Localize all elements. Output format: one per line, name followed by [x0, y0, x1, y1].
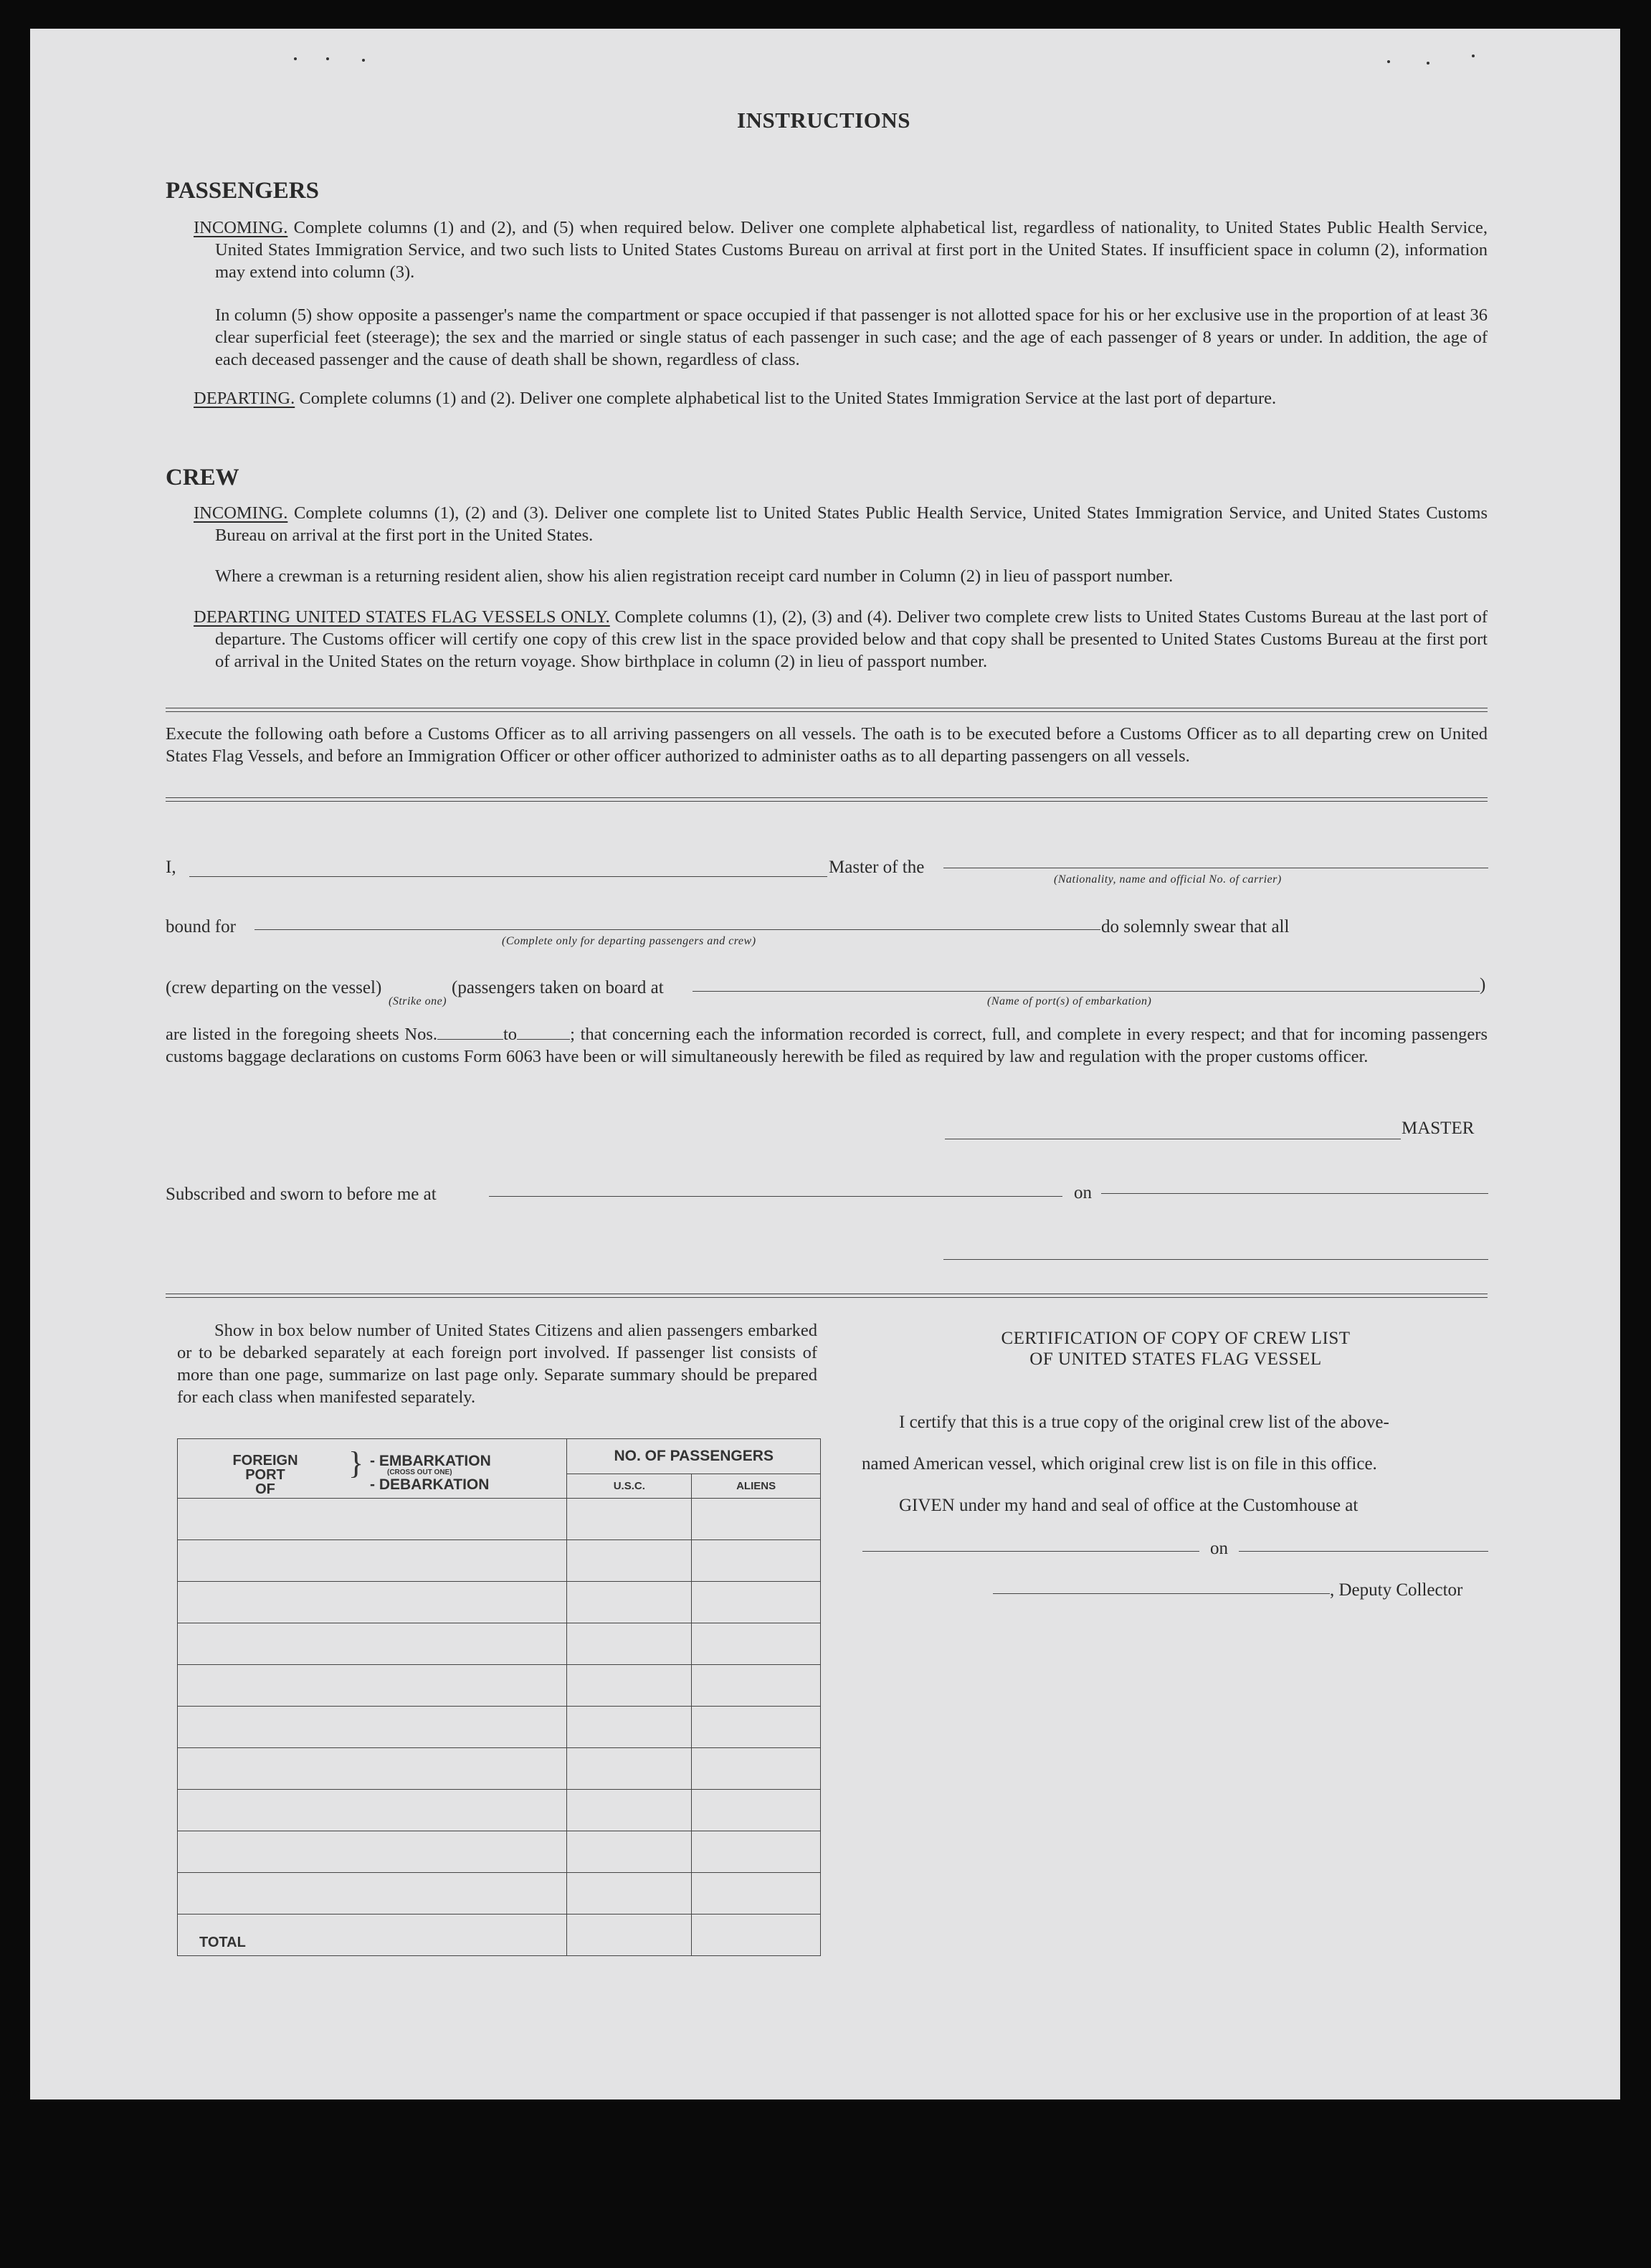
row-usc-cell[interactable] [567, 1499, 692, 1540]
row-usc-cell[interactable] [567, 1623, 692, 1665]
foreign-port-header [178, 1439, 567, 1499]
row-port-cell[interactable] [178, 1623, 567, 1665]
row-port-cell[interactable] [178, 1540, 567, 1582]
row-aliens-cell[interactable] [692, 1707, 821, 1748]
brace-icon: } [348, 1446, 364, 1481]
table-row [178, 1540, 821, 1582]
strike-one-caption: (Strike one) [389, 995, 447, 1007]
usc-header [567, 1474, 692, 1499]
certification-title [889, 1328, 1462, 1370]
crew-resident-alien-block [215, 565, 1488, 587]
row-port-cell[interactable] [178, 1582, 567, 1623]
passengers-heading: PASSENGERS [166, 178, 319, 204]
row-port-cell[interactable] [178, 1873, 567, 1914]
ports-field[interactable] [693, 991, 1480, 992]
summary-instruction-text: Show in box below number of United States Citizens and alien passengers embarked or to be debarked separately at each foreign port involved. If passenger list consists of more than one page, summarize on last page only. Separate summary should be prepared for each class when manifested separately. [177, 1321, 817, 1407]
divider [166, 1297, 1488, 1298]
sworn-date-field[interactable] [1101, 1193, 1488, 1194]
row-port-cell[interactable] [178, 1665, 567, 1707]
table-row [178, 1707, 821, 1748]
close-paren: ) [1480, 975, 1486, 995]
row-aliens-cell[interactable] [692, 1790, 821, 1831]
row-aliens-cell[interactable] [692, 1623, 821, 1665]
row-usc-cell[interactable] [567, 1748, 692, 1790]
customhouse-field[interactable] [862, 1551, 1199, 1552]
aliens-header [692, 1474, 821, 1499]
master-of-the-label: Master of the [829, 858, 925, 877]
crew-departing-option[interactable]: (crew departing on the vessel) [166, 978, 382, 997]
crew-departing-text: Complete columns (1), (2), (3) and (4). Deliver two complete crew lists to United States Customs Bureau at the last port of departure. The Customs officer will certify one copy of this crew list in the space provided below and that copy shall be presented to United States Customs Bureau at the first port of arrival in the United States on the return voyage. Show birthplace in column (2) in lieu of passport number. [215, 607, 1488, 671]
officer-signature-field[interactable] [943, 1259, 1488, 1260]
passenger-summary-table [177, 1438, 821, 1956]
instructions-title: INSTRUCTIONS [737, 108, 911, 133]
scan-speck [294, 57, 297, 60]
row-port-cell[interactable] [178, 1831, 567, 1873]
divider [166, 797, 1488, 798]
row-aliens-cell[interactable] [692, 1540, 821, 1582]
passengers-taken-option[interactable]: (passengers taken on board at [452, 978, 664, 997]
debarkation-label[interactable]: - DEBARKATION [370, 1476, 490, 1493]
cross-out-label: (CROSS OUT ONE) [387, 1468, 452, 1476]
row-aliens-cell[interactable] [692, 1831, 821, 1873]
table-row [178, 1665, 821, 1707]
table-row [178, 1582, 821, 1623]
row-usc-cell[interactable] [567, 1665, 692, 1707]
carrier-caption: (Nationality, name and official No. of carrier) [1054, 873, 1282, 886]
no-passengers-label: NO. OF PASSENGERS [614, 1448, 774, 1464]
crew-incoming-label: INCOMING. [194, 503, 288, 523]
subscribed-on-label: on [1074, 1183, 1092, 1202]
master-name-field[interactable] [189, 876, 827, 877]
row-aliens-cell[interactable] [692, 1873, 821, 1914]
scan-speck [326, 57, 329, 60]
ports-caption: (Name of port(s) of embarkation) [987, 995, 1152, 1007]
passengers-incoming-text: Complete columns (1) and (2), and (5) when required below. Deliver one complete alphabetical list, regardless of nationality, to United States Public Health Service, United States Immigration Service, and two such lists to United States Customs Bureau on arrival at first port in the United States. If insufficient space in column (2), information may extend into column (3). [215, 218, 1488, 282]
certification-title-line1: CERTIFICATION OF COPY OF CREW LIST [1001, 1329, 1351, 1348]
row-port-cell[interactable] [178, 1707, 567, 1748]
col-port-line2: PORT [245, 1467, 285, 1483]
summary-instruction-block [177, 1319, 817, 1408]
no-passengers-header [567, 1439, 821, 1474]
row-usc-cell[interactable] [567, 1790, 692, 1831]
sheet-from-field[interactable] [437, 1025, 503, 1040]
table-row [178, 1873, 821, 1914]
passengers-column5-block [215, 304, 1488, 371]
row-usc-cell[interactable] [567, 1707, 692, 1748]
row-usc-cell[interactable] [567, 1540, 692, 1582]
deputy-signature-field[interactable] [993, 1593, 1330, 1594]
sheet-to-field[interactable] [517, 1025, 570, 1040]
master-label: MASTER [1402, 1119, 1475, 1138]
aliens-label: ALIENS [736, 1479, 776, 1492]
total-label-cell [178, 1914, 567, 1956]
listed-to: to [503, 1025, 518, 1044]
row-aliens-cell[interactable] [692, 1665, 821, 1707]
bound-for-label: bound for [166, 917, 236, 936]
certify-line1: I certify that this is a true copy of the original crew list of the above- [899, 1413, 1389, 1432]
passengers-incoming-label: INCOMING. [194, 218, 288, 237]
total-label: TOTAL [199, 1935, 246, 1950]
table-row [178, 1790, 821, 1831]
scan-speck [1387, 60, 1390, 63]
oath-instruction-text: Execute the following oath before a Customs Officer as to all arriving passengers on all vessels. The oath is to be executed before a Customs Officer as to all departing crew on United States Flag Vessels, and before an Immigration Officer or other officer authorized to administer oaths as to all departing passengers on all vessels. [166, 724, 1488, 766]
divider [166, 711, 1488, 712]
passengers-departing-block [194, 387, 1488, 409]
table-row [178, 1623, 821, 1665]
row-aliens-cell[interactable] [692, 1582, 821, 1623]
row-port-cell[interactable] [178, 1499, 567, 1540]
passengers-departing-text: Complete columns (1) and (2). Deliver one complete alphabetical list to the United States Immigration Service at the last port of departure. [299, 389, 1277, 408]
scan-speck [362, 59, 365, 62]
bound-for-field[interactable] [254, 929, 1100, 930]
row-usc-cell[interactable] [567, 1582, 692, 1623]
do-swear-label: do solemnly swear that all [1101, 917, 1290, 936]
col-port-line1: FOREIGN [232, 1453, 298, 1468]
subscribed-label: Subscribed and sworn to before me at [166, 1185, 437, 1204]
certify-line2: named American vessel, which original crew list is on file in this office. [862, 1454, 1377, 1474]
crew-incoming-block [194, 502, 1488, 546]
oath-instruction-block [166, 723, 1488, 767]
sworn-at-field[interactable] [489, 1196, 1062, 1197]
deputy-collector-label: , Deputy Collector [1330, 1580, 1463, 1600]
crew-heading: CREW [166, 465, 239, 490]
row-port-cell[interactable] [178, 1748, 567, 1790]
cert-on-label: on [1210, 1539, 1228, 1558]
table-row [178, 1831, 821, 1873]
crew-departing-label: DEPARTING UNITED STATES FLAG VESSELS ONLY. [194, 607, 610, 627]
row-aliens-cell[interactable] [692, 1499, 821, 1540]
table-row [178, 1748, 821, 1790]
passengers-column5-text: In column (5) show opposite a passenger's name the compartment or space occupied if that passenger is not allotted space for his or her exclusive use in the proportion of at least 36 clear superficial feet (steerage); the sex and the married or single status of each passenger in such case; and the age of each passenger of 8 years or under. In addition, the age of each deceased passenger and the cause of death shall be shown, regardless of class. [215, 305, 1488, 369]
row-aliens-cell[interactable] [692, 1748, 821, 1790]
bound-for-caption: (Complete only for departing passengers and crew) [502, 935, 756, 947]
crew-incoming-text: Complete columns (1), (2) and (3). Deliver one complete list to United States Public Health Service, United States Immigration Service, and United States Customs Bureau on arrival at the first port in the United States. [215, 503, 1488, 545]
certification-title-line2: OF UNITED STATES FLAG VESSEL [1029, 1349, 1322, 1369]
cert-date-field[interactable] [1239, 1551, 1488, 1552]
divider [166, 801, 1488, 802]
listed-prefix: are listed in the foregoing sheets Nos. [166, 1025, 437, 1044]
row-usc-cell[interactable] [567, 1873, 692, 1914]
col-port-line3: OF [255, 1481, 275, 1497]
total-aliens-cell[interactable] [692, 1914, 821, 1956]
row-port-cell[interactable] [178, 1790, 567, 1831]
row-usc-cell[interactable] [567, 1831, 692, 1873]
passengers-departing-label: DEPARTING. [194, 389, 295, 408]
listed-paragraph [166, 1023, 1488, 1068]
oath-i-label: I, [166, 858, 176, 877]
usc-label: U.S.C. [613, 1479, 645, 1492]
total-usc-cell[interactable] [567, 1914, 692, 1956]
given-line: GIVEN under my hand and seal of office at the Customhouse at [899, 1496, 1359, 1515]
scan-speck [1427, 62, 1429, 65]
table-row [178, 1499, 821, 1540]
passengers-incoming-block [194, 217, 1488, 283]
scan-speck [1472, 54, 1475, 57]
crew-resident-alien-text: Where a crewman is a returning resident alien, show his alien registration receipt card number in Column (2) in lieu of passport number. [215, 566, 1174, 586]
crew-departing-block [194, 606, 1488, 673]
listed-rest: ; that concerning each the information recorded is correct, full, and complete in every respect; and that for incoming passengers customs baggage declarations on customs Form 6063 have been or will simultaneously herewith be filed as required by law and regulation with the proper customs officer. [166, 1025, 1488, 1066]
embarkation-label[interactable]: - EMBARKATION [370, 1453, 491, 1469]
